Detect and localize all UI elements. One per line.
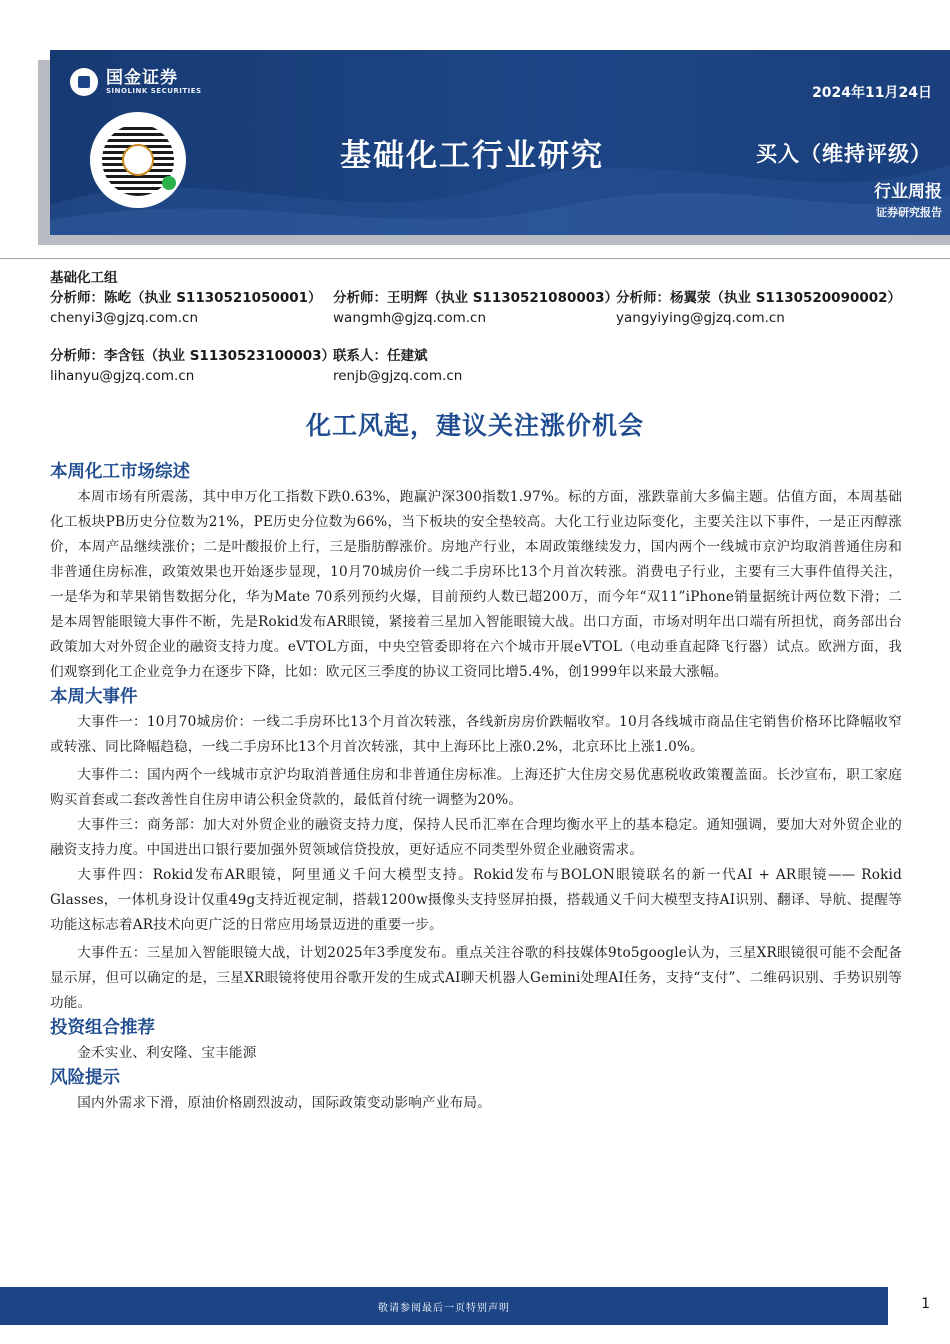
report-category: 证券研究报告 — [876, 206, 942, 219]
analyst-row — [50, 288, 930, 328]
qr-code-icon — [90, 112, 186, 208]
section-heading-events: 本周大事件 — [50, 687, 138, 707]
logo-name-en: SINOLINK SECURITIES — [106, 86, 202, 95]
event-paragraph-4: 大事件四：Rokid发布AR眼镜，阿里通义千问大模型支持。Rokid发布与BOLON眼镜联名的新一代AI + AR眼镜—— Rokid Glasses，一体机身设计仅重49g支持近视定制，搭载1200w摄像头支持竖屏拍摄，搭载通义千问大模型支持AI识别、翻译、导航、提醒等功能这标志着AR技术向更广泛的日常应用场景迈进的重要一步。 — [50, 867, 902, 933]
report-headline: 化工风起，建议关注涨价机会 — [305, 411, 644, 440]
footer-disclaimer[interactable]: 敬请参阅最后一页特别声明 — [378, 1302, 510, 1314]
analyst-row — [50, 346, 930, 386]
header-divider — [0, 258, 950, 259]
logo-name-cn: 国金证券 — [106, 67, 178, 88]
logo-icon — [70, 68, 98, 96]
research-group: 基础化工组 — [50, 270, 118, 286]
event-paragraph-1: 大事件一：10月70城房价：一线二手房环比13个月首次转涨，各线新房房价跌幅收窄。10月各线城市商品住宅销售价格环比降幅收窄或转涨、同比降幅趋稳，一线二手房环比13个月首次转涨，其中上海环比上涨0.2%，北京环比上涨1.0%。 — [50, 714, 902, 755]
section-heading-market: 本周化工市场综述 — [50, 462, 190, 482]
analyst-card — [333, 288, 619, 328]
analyst-name: 分析师：李含钰（执业 S1130523100003） — [50, 348, 336, 364]
contact-name: 联系人：任建斌 — [333, 348, 428, 364]
analyst-name: 分析师：杨翼荥（执业 S1130520090002） — [616, 290, 902, 306]
event-paragraph-5: 大事件五：三星加入智能眼镜大战，计划2025年3季度发布。重点关注谷歌的科技媒体9to5google认为，三星XR眼镜很可能不会配备显示屏，但可以确定的是，三星XR眼镜将使用谷歌开发的生成式AI聊天机器人Gemini处理AI任务，支持“支付”、二维码识别、手势识别等功能。 — [50, 945, 902, 1011]
portfolio-text: 金禾实业、利安隆、宝丰能源 — [77, 1045, 257, 1061]
section-heading-portfolio: 投资组合推荐 — [50, 1018, 155, 1038]
analyst-email[interactable]: chenyi3@gjzq.com.cn — [50, 310, 199, 326]
event-paragraph-3: 大事件三：商务部：加大对外贸企业的融资支持力度，保持人民币汇率在合理均衡水平上的基本稳定。通知强调，要加大对外贸企业的融资支持力度。中国进出口银行要加强外贸领域信贷投放，更好适应不同类型外贸企业融资需求。 — [50, 817, 902, 858]
market-summary-paragraph: 本周市场有所震荡，其中申万化工指数下跌0.63%，跑赢沪深300指数1.97%。标的方面，涨跌靠前大多偏主题。估值方面，本周基础化工板块PB历史分位数为21%，PE历史分位数为66%，当下板块的安全垫较高。大化工行业边际变化，主要关注以下事件，一是正丙醇涨价，本周产品继续涨价；二是叶酸报价上行，三是脂肪醇涨价。房地产行业，本周政策继续发力，国内两个一线城市京沪均取消普通住房和非普通住房标准，政策效果也开始逐步显现，10月70城房价一线二手房环比13个月首次转涨。消费电子行业，主要有三大事件值得关注，一是华为和苹果销售数据分化，华为Mate 70系列预约火爆，目前预约人数已超200万，而今年“双11”iPhone销量据统计两位数下滑；二是本周智能眼镜大事件不断，先是Rokid发布AR眼镜，紧接着三星加入智能眼镜大战。出口方面，市场对明年出口端有所担忧，商务部出台政策加大对外贸企业的融资支持力度。eVTOL方面，中央空管委即将在六个城市开展eVTOL（电动垂直起降飞行器）试点。欧洲方面，我们观察到化工企业竞争力在逐步下降，比如：欧元区三季度的协议工资同比增5.4%，创1999年以来最大涨幅。 — [50, 489, 902, 680]
report-title: 基础化工行业研究 — [340, 138, 604, 174]
report-body — [50, 460, 902, 1116]
analyst-block — [50, 268, 930, 386]
report-header-banner — [50, 50, 950, 235]
page-number: 1 — [921, 1296, 930, 1312]
analyst-name: 分析师：王明辉（执业 S1130521080003） — [333, 290, 619, 306]
analyst-card — [50, 288, 333, 328]
investment-rating: 买入（维持评级） — [756, 142, 932, 166]
analyst-card — [333, 346, 616, 386]
company-logo — [70, 68, 202, 96]
report-type: 行业周报 — [874, 182, 942, 202]
analyst-email[interactable]: yangyiying@gjzq.com.cn — [616, 310, 785, 326]
event-paragraph-2: 大事件二：国内两个一线城市京沪均取消普通住房和非普通住房标准。上海还扩大住房交易优惠税收政策覆盖面。长沙宣布，职工家庭购买首套或二套改善性自住房申请公积金贷款的，最低首付统一调整为20%。 — [50, 767, 902, 808]
analyst-email[interactable]: wangmh@gjzq.com.cn — [333, 310, 487, 326]
analyst-name: 分析师：陈屹（执业 S1130521050001） — [50, 290, 322, 306]
analyst-card — [616, 288, 902, 328]
analyst-email[interactable]: lihanyu@gjzq.com.cn — [50, 368, 195, 384]
footer-disclaimer-bar — [0, 1287, 888, 1325]
section-heading-risk: 风险提示 — [50, 1068, 120, 1088]
contact-email[interactable]: renjb@gjzq.com.cn — [333, 368, 463, 384]
report-date: 2024年11月24日 — [812, 85, 932, 101]
risk-text: 国内外需求下滑，原油价格剧烈波动，国际政策变动影响产业布局。 — [77, 1095, 491, 1111]
analyst-card — [50, 346, 336, 386]
